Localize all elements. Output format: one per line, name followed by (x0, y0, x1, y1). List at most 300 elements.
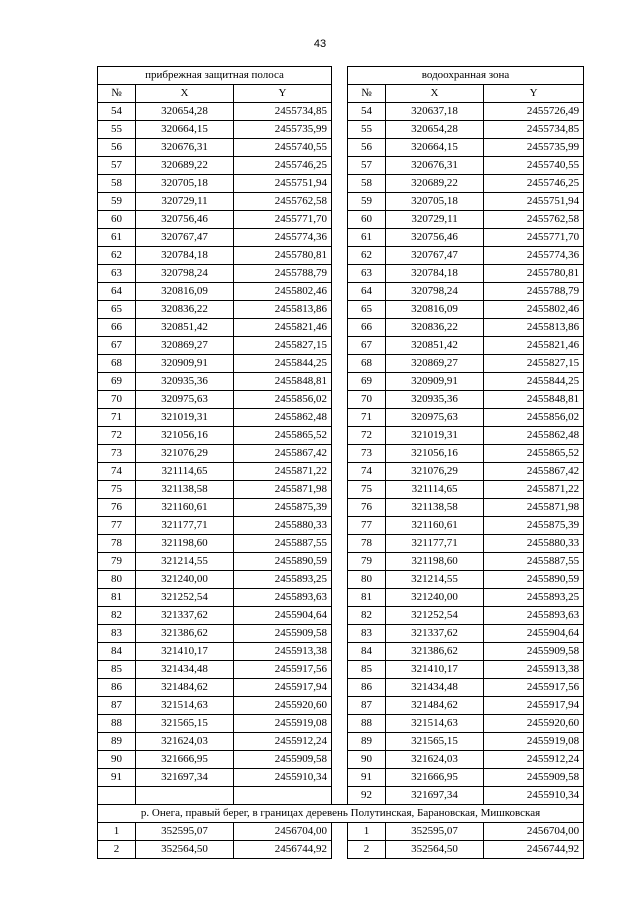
right-point-number: 76 (348, 499, 386, 517)
table-row (98, 301, 584, 319)
left-point-number: 78 (98, 535, 136, 553)
table-row (98, 715, 584, 733)
right-y-coordinate: 2455917,56 (484, 679, 584, 697)
right-x-coordinate: 352564,50 (386, 841, 484, 859)
right-y-coordinate: 2455887,55 (484, 553, 584, 571)
right-y-coordinate: 2455735,99 (484, 139, 584, 157)
right-x-coordinate: 320637,18 (386, 103, 484, 121)
right-point-number: 75 (348, 481, 386, 499)
table-row (98, 589, 584, 607)
right-point-number: 64 (348, 283, 386, 301)
left-point-number: 62 (98, 247, 136, 265)
right-x-coordinate: 320798,24 (386, 283, 484, 301)
right-point-number: 56 (348, 139, 386, 157)
left-y-coordinate: 2455917,56 (234, 661, 332, 679)
left-point-number: 69 (98, 373, 136, 391)
left-y-coordinate: 2455813,86 (234, 301, 332, 319)
column-gap (332, 445, 348, 463)
left-point-number: 2 (98, 841, 136, 859)
right-y-coordinate: 2455909,58 (484, 769, 584, 787)
column-header-row (98, 85, 584, 103)
table-row (98, 517, 584, 535)
right-x-coordinate: 320869,27 (386, 355, 484, 373)
column-gap (332, 661, 348, 679)
column-gap (332, 841, 348, 859)
table-row (98, 409, 584, 427)
right-x-coordinate: 320654,28 (386, 121, 484, 139)
right-x-coordinate: 321214,55 (386, 571, 484, 589)
table-row (98, 607, 584, 625)
table-row (98, 445, 584, 463)
right-point-number: 60 (348, 211, 386, 229)
column-gap (332, 787, 348, 805)
right-col-y-header: Y (484, 85, 584, 103)
right-x-coordinate: 320676,31 (386, 157, 484, 175)
right-point-number: 68 (348, 355, 386, 373)
right-point-number: 73 (348, 445, 386, 463)
right-x-coordinate: 320851,42 (386, 337, 484, 355)
left-x-coordinate: 320869,27 (136, 337, 234, 355)
left-y-coordinate: 2455734,85 (234, 103, 332, 121)
left-x-coordinate: 320676,31 (136, 139, 234, 157)
left-point-number: 86 (98, 679, 136, 697)
right-point-number: 86 (348, 679, 386, 697)
left-point-number: 59 (98, 193, 136, 211)
table-row (98, 139, 584, 157)
left-y-coordinate: 2455865,52 (234, 427, 332, 445)
right-x-coordinate: 352595,07 (386, 823, 484, 841)
right-point-number: 88 (348, 715, 386, 733)
left-point-number: 67 (98, 337, 136, 355)
left-x-coordinate: 320851,42 (136, 319, 234, 337)
right-y-coordinate: 2455827,15 (484, 355, 584, 373)
right-group-header: водоохранная зона (348, 67, 584, 85)
column-gap (332, 373, 348, 391)
right-y-coordinate: 2455848,81 (484, 391, 584, 409)
right-point-number: 84 (348, 643, 386, 661)
right-x-coordinate: 320689,22 (386, 175, 484, 193)
column-gap (332, 517, 348, 535)
left-x-coordinate: 320654,28 (136, 103, 234, 121)
table-row (98, 481, 584, 499)
right-x-coordinate: 321056,16 (386, 445, 484, 463)
left-y-coordinate: 2455893,63 (234, 589, 332, 607)
left-point-number: 83 (98, 625, 136, 643)
column-gap (332, 337, 348, 355)
left-x-coordinate: 321177,71 (136, 517, 234, 535)
column-gap (332, 643, 348, 661)
right-x-coordinate: 320664,15 (386, 139, 484, 157)
right-y-coordinate: 2455875,39 (484, 517, 584, 535)
column-gap (332, 121, 348, 139)
column-gap (332, 751, 348, 769)
right-point-number: 71 (348, 409, 386, 427)
right-y-coordinate: 2455871,22 (484, 481, 584, 499)
right-x-coordinate: 320816,09 (386, 301, 484, 319)
left-x-coordinate: 321514,63 (136, 697, 234, 715)
left-group-header: прибрежная защитная полоса (98, 67, 332, 85)
right-point-number: 74 (348, 463, 386, 481)
right-point-number: 82 (348, 607, 386, 625)
left-col-no-header: № (98, 85, 136, 103)
column-gap (332, 679, 348, 697)
right-point-number: 91 (348, 769, 386, 787)
table-row (98, 823, 584, 841)
left-point-number: 57 (98, 157, 136, 175)
left-x-coordinate: 320909,91 (136, 355, 234, 373)
left-x-coordinate: 321697,34 (136, 769, 234, 787)
left-y-coordinate: 2455910,34 (234, 769, 332, 787)
column-gap (332, 319, 348, 337)
left-point-number: 71 (98, 409, 136, 427)
left-point-number: 61 (98, 229, 136, 247)
right-point-number: 70 (348, 391, 386, 409)
left-x-coordinate: 320756,46 (136, 211, 234, 229)
left-x-coordinate: 352564,50 (136, 841, 234, 859)
left-point-number: 73 (98, 445, 136, 463)
left-x-coordinate: 321240,00 (136, 571, 234, 589)
column-gap (332, 589, 348, 607)
left-y-coordinate: 2455919,08 (234, 715, 332, 733)
left-x-coordinate: 321434,48 (136, 661, 234, 679)
left-x-coordinate: 321666,95 (136, 751, 234, 769)
right-y-coordinate: 2455904,64 (484, 625, 584, 643)
left-point-number: 88 (98, 715, 136, 733)
table-row (98, 211, 584, 229)
column-gap (332, 607, 348, 625)
right-x-coordinate: 320909,91 (386, 373, 484, 391)
right-point-number: 1 (348, 823, 386, 841)
right-x-coordinate: 320975,63 (386, 409, 484, 427)
left-x-coordinate: 321056,16 (136, 427, 234, 445)
right-y-coordinate: 2456744,92 (484, 841, 584, 859)
coordinates-table (97, 66, 584, 859)
table-row (98, 229, 584, 247)
right-y-coordinate: 2455740,55 (484, 157, 584, 175)
right-point-number: 69 (348, 373, 386, 391)
right-point-number: 65 (348, 301, 386, 319)
table-row (98, 499, 584, 517)
left-point-number: 1 (98, 823, 136, 841)
left-y-coordinate: 2456704,00 (234, 823, 332, 841)
right-y-coordinate: 2455762,58 (484, 211, 584, 229)
column-gap (332, 625, 348, 643)
section-title-row (98, 805, 584, 823)
left-y-coordinate: 2455909,58 (234, 751, 332, 769)
right-point-number: 89 (348, 733, 386, 751)
left-point-number: 87 (98, 697, 136, 715)
right-x-coordinate: 321252,54 (386, 607, 484, 625)
right-x-coordinate: 320729,11 (386, 211, 484, 229)
section-title: р. Онега, правый берег, в границах деревень Полутинская, Барановская, Мишковская (98, 805, 584, 823)
left-y-coordinate: 2455893,25 (234, 571, 332, 589)
left-point-number: 76 (98, 499, 136, 517)
left-x-coordinate: 321484,62 (136, 679, 234, 697)
left-x-coordinate: 321565,15 (136, 715, 234, 733)
column-gap (332, 391, 348, 409)
column-gap (332, 769, 348, 787)
left-x-coordinate: 321252,54 (136, 589, 234, 607)
right-x-coordinate: 320705,18 (386, 193, 484, 211)
table-row (98, 283, 584, 301)
right-y-coordinate: 2455880,33 (484, 535, 584, 553)
left-x-coordinate: 321019,31 (136, 409, 234, 427)
table-row (98, 751, 584, 769)
column-gap (332, 481, 348, 499)
right-point-number: 80 (348, 571, 386, 589)
column-gap (332, 301, 348, 319)
table-row (98, 319, 584, 337)
table-row (98, 427, 584, 445)
right-point-number: 87 (348, 697, 386, 715)
left-x-coordinate: 320664,15 (136, 121, 234, 139)
right-point-number: 81 (348, 589, 386, 607)
table-row (98, 625, 584, 643)
left-y-coordinate: 2455848,81 (234, 373, 332, 391)
right-x-coordinate: 321410,17 (386, 661, 484, 679)
right-point-number: 55 (348, 121, 386, 139)
column-gap (332, 427, 348, 445)
left-point-number: 80 (98, 571, 136, 589)
right-point-number: 67 (348, 337, 386, 355)
right-point-number: 66 (348, 319, 386, 337)
table-row (98, 679, 584, 697)
right-point-number: 83 (348, 625, 386, 643)
table-row (98, 355, 584, 373)
left-x-coordinate: 321337,62 (136, 607, 234, 625)
left-point-number: 66 (98, 319, 136, 337)
right-y-coordinate: 2455913,38 (484, 661, 584, 679)
left-point-number (98, 787, 136, 805)
column-gap (332, 283, 348, 301)
right-y-coordinate: 2455909,58 (484, 643, 584, 661)
right-x-coordinate: 321076,29 (386, 463, 484, 481)
right-x-coordinate: 321386,62 (386, 643, 484, 661)
left-point-number: 60 (98, 211, 136, 229)
table-row (98, 103, 584, 121)
left-x-coordinate: 320798,24 (136, 265, 234, 283)
column-gap (332, 193, 348, 211)
right-x-coordinate: 321514,63 (386, 715, 484, 733)
column-gap (332, 697, 348, 715)
right-y-coordinate: 2455867,42 (484, 463, 584, 481)
left-y-coordinate: 2455913,38 (234, 643, 332, 661)
right-point-number: 92 (348, 787, 386, 805)
left-y-coordinate: 2455746,25 (234, 157, 332, 175)
right-x-coordinate: 321434,48 (386, 679, 484, 697)
right-point-number: 78 (348, 535, 386, 553)
left-point-number: 56 (98, 139, 136, 157)
right-point-number: 59 (348, 193, 386, 211)
column-gap (332, 823, 348, 841)
right-x-coordinate: 321240,00 (386, 589, 484, 607)
right-point-number: 72 (348, 427, 386, 445)
right-y-coordinate: 2455871,98 (484, 499, 584, 517)
left-point-number: 82 (98, 607, 136, 625)
left-x-coordinate: 320705,18 (136, 175, 234, 193)
column-gap (332, 103, 348, 121)
column-gap (332, 733, 348, 751)
left-y-coordinate: 2455862,48 (234, 409, 332, 427)
right-point-number: 2 (348, 841, 386, 859)
right-x-coordinate: 320767,47 (386, 247, 484, 265)
table-body (98, 67, 584, 859)
left-point-number: 90 (98, 751, 136, 769)
right-y-coordinate: 2455771,70 (484, 229, 584, 247)
left-x-coordinate: 321160,61 (136, 499, 234, 517)
left-point-number: 84 (98, 643, 136, 661)
left-y-coordinate: 2455788,79 (234, 265, 332, 283)
right-x-coordinate: 321019,31 (386, 427, 484, 445)
left-x-coordinate: 321624,03 (136, 733, 234, 751)
right-x-coordinate: 320784,18 (386, 265, 484, 283)
left-x-coordinate: 352595,07 (136, 823, 234, 841)
right-x-coordinate: 320836,22 (386, 319, 484, 337)
right-y-coordinate: 2455746,25 (484, 175, 584, 193)
left-y-coordinate: 2455856,02 (234, 391, 332, 409)
right-y-coordinate: 2455919,08 (484, 733, 584, 751)
right-col-no-header: № (348, 85, 386, 103)
left-y-coordinate: 2455871,22 (234, 463, 332, 481)
right-x-coordinate: 321177,71 (386, 535, 484, 553)
right-y-coordinate: 2455788,79 (484, 283, 584, 301)
left-x-coordinate: 321214,55 (136, 553, 234, 571)
right-y-coordinate: 2455890,59 (484, 571, 584, 589)
table-row (98, 247, 584, 265)
column-gap (332, 715, 348, 733)
right-y-coordinate: 2455844,25 (484, 373, 584, 391)
column-gap (332, 463, 348, 481)
left-point-number: 68 (98, 355, 136, 373)
left-x-coordinate: 320836,22 (136, 301, 234, 319)
right-x-coordinate: 321697,34 (386, 787, 484, 805)
page-number: 43 (313, 38, 327, 50)
left-point-number: 91 (98, 769, 136, 787)
left-x-coordinate: 321386,62 (136, 625, 234, 643)
left-point-number: 89 (98, 733, 136, 751)
column-gap (332, 499, 348, 517)
left-y-coordinate: 2455735,99 (234, 121, 332, 139)
left-point-number: 74 (98, 463, 136, 481)
left-point-number: 58 (98, 175, 136, 193)
left-point-number: 64 (98, 283, 136, 301)
left-x-coordinate: 320975,63 (136, 391, 234, 409)
right-y-coordinate: 2455774,36 (484, 247, 584, 265)
right-y-coordinate: 2455802,46 (484, 301, 584, 319)
table-row (98, 697, 584, 715)
left-y-coordinate: 2455771,70 (234, 211, 332, 229)
right-x-coordinate: 321138,58 (386, 499, 484, 517)
left-y-coordinate: 2455802,46 (234, 283, 332, 301)
right-y-coordinate: 2455734,85 (484, 121, 584, 139)
table-row (98, 571, 584, 589)
table-row (98, 841, 584, 859)
column-gap (332, 553, 348, 571)
left-y-coordinate: 2455917,94 (234, 679, 332, 697)
right-x-coordinate: 321565,15 (386, 733, 484, 751)
right-point-number: 77 (348, 517, 386, 535)
right-y-coordinate: 2455893,25 (484, 589, 584, 607)
left-point-number: 65 (98, 301, 136, 319)
left-y-coordinate: 2455880,33 (234, 517, 332, 535)
table-row (98, 463, 584, 481)
left-y-coordinate: 2455762,58 (234, 193, 332, 211)
left-y-coordinate: 2455871,98 (234, 481, 332, 499)
left-point-number: 63 (98, 265, 136, 283)
left-x-coordinate: 321198,60 (136, 535, 234, 553)
left-y-coordinate (234, 787, 332, 805)
right-x-coordinate: 321337,62 (386, 625, 484, 643)
right-y-coordinate: 2455821,46 (484, 337, 584, 355)
column-gap (332, 229, 348, 247)
table-row (98, 553, 584, 571)
column-gap (332, 175, 348, 193)
right-y-coordinate: 2455893,63 (484, 607, 584, 625)
left-point-number: 54 (98, 103, 136, 121)
table-row (98, 391, 584, 409)
left-point-number: 79 (98, 553, 136, 571)
left-y-coordinate: 2455890,59 (234, 553, 332, 571)
table-row (98, 661, 584, 679)
left-y-coordinate: 2455875,39 (234, 499, 332, 517)
table-row (98, 733, 584, 751)
right-x-coordinate: 321160,61 (386, 517, 484, 535)
left-x-coordinate: 320784,18 (136, 247, 234, 265)
right-y-coordinate: 2455910,34 (484, 787, 584, 805)
right-point-number: 85 (348, 661, 386, 679)
left-x-coordinate: 320729,11 (136, 193, 234, 211)
right-point-number: 57 (348, 157, 386, 175)
left-point-number: 72 (98, 427, 136, 445)
right-point-number: 58 (348, 175, 386, 193)
table-row (98, 643, 584, 661)
left-y-coordinate: 2455774,36 (234, 229, 332, 247)
table-row (98, 337, 584, 355)
table-row (98, 175, 584, 193)
column-gap (332, 409, 348, 427)
left-y-coordinate: 2455912,24 (234, 733, 332, 751)
right-y-coordinate: 2455862,48 (484, 427, 584, 445)
left-x-coordinate: 320816,09 (136, 283, 234, 301)
left-y-coordinate: 2455827,15 (234, 337, 332, 355)
group-header-row (98, 67, 584, 85)
left-x-coordinate (136, 787, 234, 805)
left-point-number: 70 (98, 391, 136, 409)
right-x-coordinate: 320756,46 (386, 229, 484, 247)
left-x-coordinate: 320935,36 (136, 373, 234, 391)
left-point-number: 77 (98, 517, 136, 535)
table-row (98, 193, 584, 211)
table-row (98, 265, 584, 283)
left-y-coordinate: 2456744,92 (234, 841, 332, 859)
column-gap (332, 157, 348, 175)
right-point-number: 61 (348, 229, 386, 247)
right-x-coordinate: 321666,95 (386, 769, 484, 787)
right-x-coordinate: 321484,62 (386, 697, 484, 715)
left-x-coordinate: 320689,22 (136, 157, 234, 175)
left-x-coordinate: 320767,47 (136, 229, 234, 247)
left-y-coordinate: 2455920,60 (234, 697, 332, 715)
right-y-coordinate: 2455856,02 (484, 409, 584, 427)
column-gap (332, 67, 348, 85)
table-row (98, 157, 584, 175)
right-y-coordinate: 2455920,60 (484, 715, 584, 733)
right-x-coordinate: 321114,65 (386, 481, 484, 499)
right-x-coordinate: 321624,03 (386, 751, 484, 769)
right-y-coordinate: 2455813,86 (484, 319, 584, 337)
right-x-coordinate: 321198,60 (386, 553, 484, 571)
right-y-coordinate: 2455751,94 (484, 193, 584, 211)
